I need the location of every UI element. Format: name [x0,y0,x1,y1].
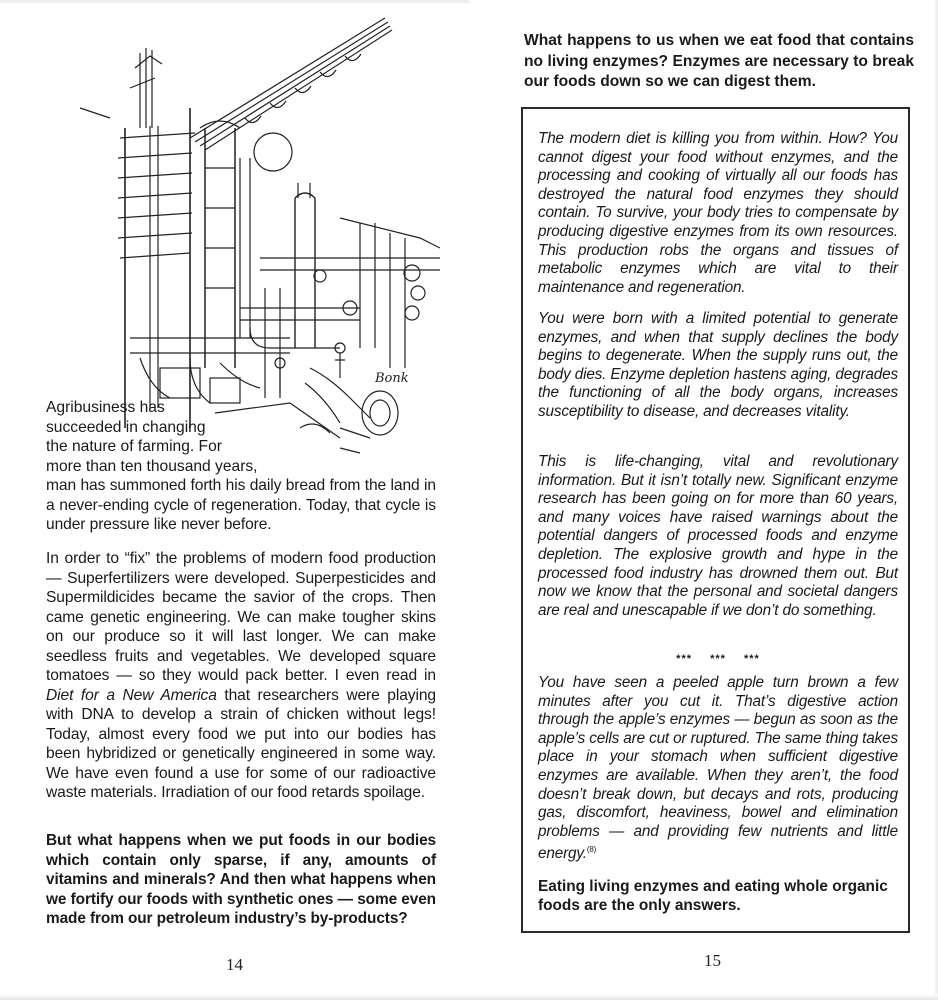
box-paragraph: You were born with a limited potential to generate enzymes, and when that supply declines the body begins to degenerate. When the supply runs out, the body dies. Enzyme depletion hastens aging, degrades the functioning of all the body organs, increases susceptibility to disease, and decreases vitality. [538,310,898,420]
paragraph1-line: Agribusiness has [46,399,165,416]
apple-paragraph-text: You have seen a peeled apple turn brown a few minutes after you cut it. That’s digestive action through the apple’s enzymes — begun as soon as the apple’s cells are cut or ruptured. The same thing takes place in your stomach when sufficient digestive enzymes are available. When they aren’t, the food doesn’t break down, but decays and rots, producing gas, discomfort, heaviness, bowel and elimination problems — and providing few nutrients and little energy. [538,674,898,863]
paragraph3-bold-question: But what happens when we put foods in our bodies which contain only sparse, if any, amounts of vitamins and minerals? And then what happens when we fortify our foods with synthetic ones — some even made from our petroleum industry’s by-products? [46,832,436,928]
box-conclusion: Eating living enzymes and eating whole organic foods are the only answers. [538,878,888,914]
artist-signature: Bonk [375,371,409,386]
paragraph2-text-b: that researchers were playing with DNA to develop a strain of chicken without legs! Today, almost every food we put into our bodies has been hybridized or genetically engineered in some way. We have even found a use for some of our radioactive waste materials. Irradiation of our food retards spoilage. [46,686,436,801]
paragraph2 [46,549,436,803]
refinery-illustration [40,8,440,458]
footnote-reference: (8) [586,845,597,855]
apple-paragraph [538,674,898,864]
paragraph1-line: more than ten thousand years, [46,457,258,475]
box-paragraph: This is life-changing, vital and revolutionary information. But it isn’t totally new. Significant enzyme research has been going on for more than 60 years, and many voices have raised warnings about the potential dangers of processed foods and enzyme depletion. The explosive growth and hype in the processed food industry has drowned them out. But now we know that the personal and societal dangers are real and unescapable if we don’t do something. [538,453,898,619]
box-paragraph: The modern diet is killing you from within. How? You cannot digest your food without enzymes, and the processing and cooking of virtually all our foods has destroyed the natural food enzymes they should contain. To survive, your body tries to compensate by producing digestive enzymes from its own resources. This production robs the organs and tissues of metabolic enzymes which are vital to their maintenance and regeneration. [538,130,898,296]
paragraph1-line: the nature of farming. For [46,438,222,455]
right-page-heading: What happens to us when we eat food that contains no living enzymes? Enzymes are necessary to break our foods down so we can digest them. [524,32,914,90]
paragraph2-text-a: In order to “fix” the problems of modern food production — Superfertilizers were developed. Superpesticides and Supermildicides became the savior of the crops. Then came genetic engineering. We can make tougher skins on our produce so it will last longer. We can make seedless fruits and vegetables. We developed square tomatoes — so they would pack better. I even read in [46,550,436,684]
section-separator: *** *** *** [676,653,760,665]
scan-bottom-edge [0,994,938,1000]
paragraph1-line: succeeded in changing [46,418,206,436]
page-edge-shadow [0,0,470,3]
paragraph1-continuation: man has summoned forth his daily bread from the land in a never-ending cycle of regeneration. Today, that cycle is under pressure like never before. [46,477,436,533]
page-number-left: 14 [226,955,243,974]
page-number-right: 15 [704,951,721,970]
book-title: Diet for a New America [46,686,217,704]
